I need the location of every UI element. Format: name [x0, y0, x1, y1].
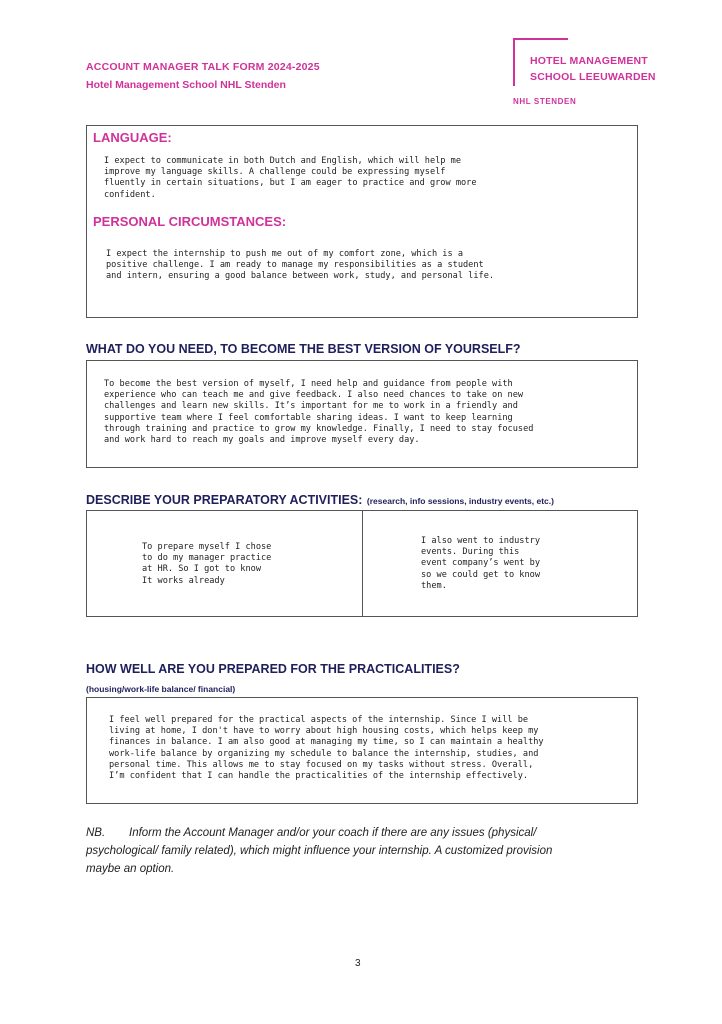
nb-text-line-3: maybe an option. [86, 863, 175, 875]
nb-text-line-1: Inform the Account Manager and/or your coach if there are any issues (physical/ [129, 827, 537, 839]
preparatory-heading: DESCRIBE YOUR PREPARATORY ACTIVITIES: [86, 493, 363, 507]
language-heading: LANGUAGE: [93, 130, 172, 145]
nb-label: NB. [86, 827, 106, 839]
personal-heading: PERSONAL CIRCUMSTANCES: [93, 214, 287, 229]
logo-line-1: HOTEL MANAGEMENT [530, 55, 648, 67]
preparatory-heading-row [86, 491, 554, 509]
best-version-heading: WHAT DO YOU NEED, TO BECOME THE BEST VERSION OF YOURSELF? [86, 342, 521, 356]
school-name: Hotel Management School NHL Stenden [86, 79, 286, 91]
practicalities-text: I feel well prepared for the practical aspects of the internship. Since I will be living at home, I don't have to worry about high housing costs, which helps keep my finances in balance. I am also good at managing my time, so I can maintain a healthy work-life balance by organizing my schedule to balance the internship, studies, and personal time. This allows me to stay focused on my tasks without stress. Overall, I’m confident that I can handle the practicalities of the internship effectively. [109, 715, 544, 782]
preparatory-right-text: I also went to industry events. During this event company’s went by so we could get to know them. [421, 536, 540, 591]
logo-line-2: SCHOOL LEEUWARDEN [530, 71, 656, 83]
practicalities-box [86, 697, 638, 804]
preparatory-left-text: To prepare myself I chose to do my manager practice at HR. So I got to know It works already [142, 542, 272, 586]
form-title: ACCOUNT MANAGER TALK FORM 2024-2025 [86, 61, 320, 73]
practicalities-subheading: (housing/work-life balance/ financial) [86, 684, 236, 694]
preparatory-box [86, 510, 638, 617]
best-version-text: To become the best version of myself, I need help and guidance from people with experience who can teach me and give feedback. I also need chances to take on new challenges and learn new skills. It’s important for me to work in a friendly and supportive team where I feel comfortable sharing ideas. I want to keep learning through training and practice to grow my knowledge. Finally, I need to stay focused and work hard to reach my goals and improve myself every day. [104, 379, 534, 446]
preparatory-subheading: (research, info sessions, industry events, etc.) [366, 496, 554, 506]
best-version-box [86, 360, 638, 468]
page-number: 3 [355, 958, 361, 969]
nb-text-line-2: psychological/ family related), which might influence your internship. A customized provision [86, 845, 553, 857]
personal-text: I expect the internship to push me out of my comfort zone, which is a positive challenge. I am ready to manage my responsibilities as a student and intern, ensuring a good balance between work, study, and personal life. [106, 249, 495, 282]
language-text: I expect to communicate in both Dutch and English, which will help me improve my language skills. A challenge could be expressing myself fluently in certain situations, but I am eager to practice and grow more confident. [104, 156, 477, 200]
language-personal-box [86, 125, 638, 318]
practicalities-heading: HOW WELL ARE YOU PREPARED FOR THE PRACTICALITIES? [86, 662, 460, 676]
logo-line-3: NHL STENDEN [513, 97, 577, 106]
preparatory-divider [362, 511, 363, 616]
